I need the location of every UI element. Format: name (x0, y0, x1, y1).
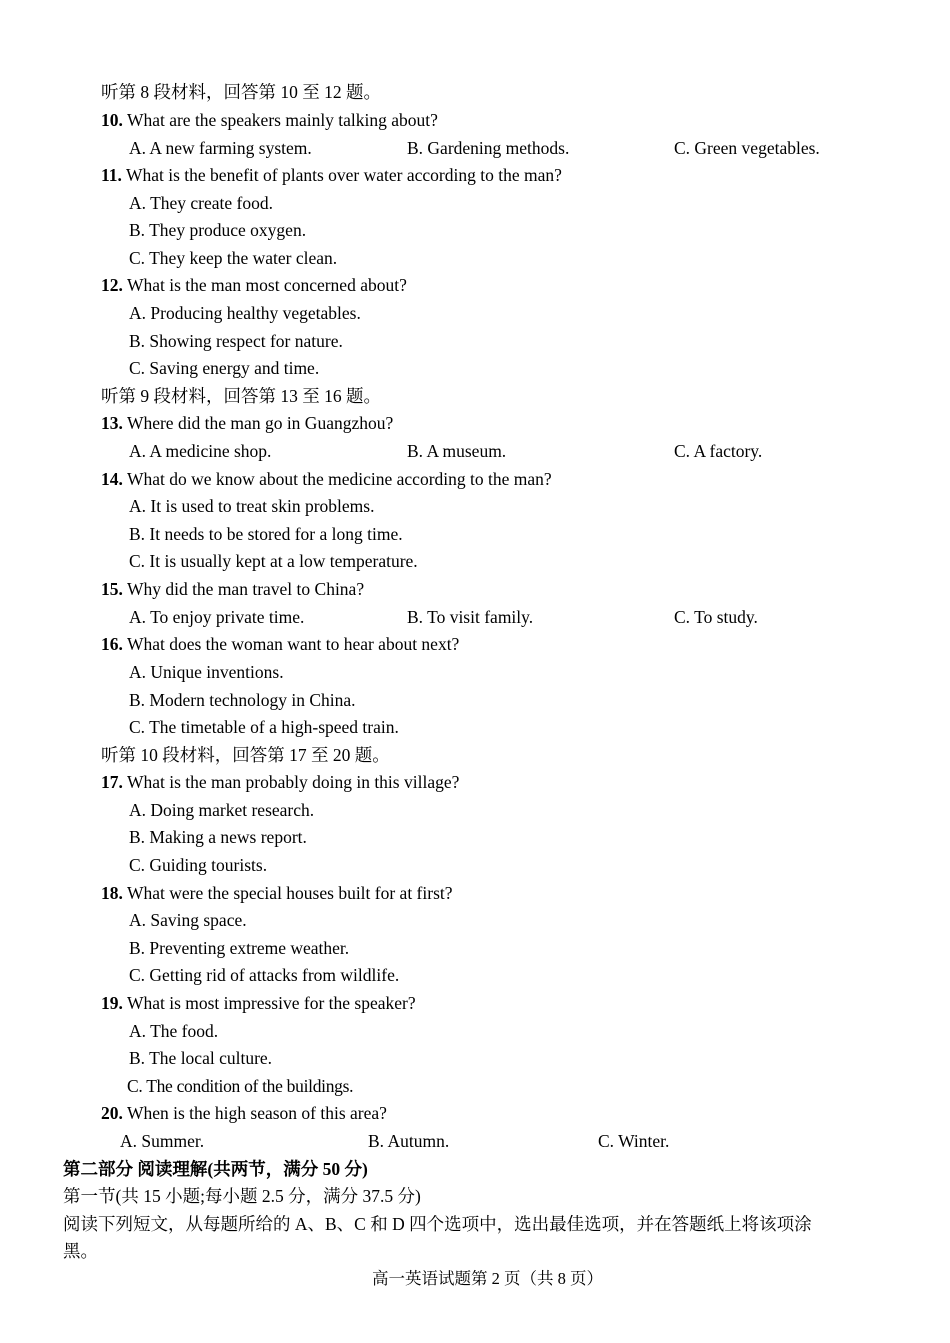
option-20c: C. Winter. (598, 1131, 670, 1151)
question-number: 12. (101, 275, 123, 295)
option-15a: A. To enjoy private time. (129, 607, 305, 627)
question-19 (101, 992, 416, 1014)
option-19c: C. The condition of the buildings. (127, 1076, 354, 1096)
question-11 (101, 164, 562, 186)
option-17c: C. Guiding tourists. (129, 855, 268, 875)
option-20a: A. Summer. (120, 1131, 205, 1151)
option-14b: B. It needs to be stored for a long time. (129, 524, 403, 544)
option-20b: B. Autumn. (368, 1131, 450, 1151)
question-number: 20. (101, 1103, 123, 1123)
question-17 (101, 771, 459, 793)
question-text: What were the special houses built for at first? (126, 883, 453, 903)
question-text: Where did the man go in Guangzhou? (126, 413, 394, 433)
option-17a: A. Doing market research. (129, 800, 315, 820)
question-text: What is most impressive for the speaker? (126, 993, 416, 1013)
question-18 (101, 882, 453, 904)
option-16a: A. Unique inventions. (129, 662, 284, 682)
option-10b: B. Gardening methods. (407, 138, 570, 158)
section-heading-9: 听第 9 段材料，回答第 13 至 16 题。 (101, 386, 381, 406)
option-11c: C. They keep the water clean. (129, 248, 338, 268)
option-18a: A. Saving space. (129, 910, 247, 930)
question-number: 14. (101, 469, 123, 489)
question-13 (101, 412, 393, 434)
question-number: 10. (101, 110, 123, 130)
question-number: 15. (101, 579, 123, 599)
option-13b: B. A museum. (407, 441, 507, 461)
option-12c: C. Saving energy and time. (129, 358, 320, 378)
question-text: What are the speakers mainly talking about? (126, 110, 438, 130)
question-text: What is the man most concerned about? (126, 275, 407, 295)
question-text: What does the woman want to hear about next? (126, 634, 460, 654)
option-17b: B. Making a news report. (129, 827, 307, 847)
question-15 (101, 578, 364, 600)
part2-instruction-line2: 黑。 (63, 1241, 98, 1261)
question-20 (101, 1102, 387, 1124)
option-18c: C. Getting rid of attacks from wildlife. (129, 965, 400, 985)
question-text: What is the man probably doing in this village? (126, 772, 460, 792)
question-10 (101, 109, 438, 131)
question-text: Why did the man travel to China? (126, 579, 365, 599)
option-18b: B. Preventing extreme weather. (129, 938, 350, 958)
question-number: 13. (101, 413, 123, 433)
question-14 (101, 468, 552, 490)
option-11a: A. They create food. (129, 193, 273, 213)
option-11b: B. They produce oxygen. (129, 220, 307, 240)
option-15c: C. To study. (674, 607, 758, 627)
section-heading-8: 听第 8 段材料，回答第 10 至 12 题。 (101, 82, 381, 102)
option-12b: B. Showing respect for nature. (129, 331, 343, 351)
part2-instruction-line1: 阅读下列短文，从每题所给的 A、B、C 和 D 四个选项中，选出最佳选项，并在答题纸上将该项涂 (63, 1214, 812, 1234)
part2-title: 第二部分 阅读理解(共两节，满分 50 分) (63, 1159, 368, 1179)
question-number: 18. (101, 883, 123, 903)
option-16b: B. Modern technology in China. (129, 690, 356, 710)
question-number: 11. (101, 165, 122, 185)
question-12 (101, 274, 407, 296)
option-14c: C. It is usually kept at a low temperature. (129, 551, 418, 571)
question-text: What do we know about the medicine according to the man? (126, 469, 552, 489)
option-13a: A. A medicine shop. (129, 441, 272, 461)
option-10c: C. Green vegetables. (674, 138, 820, 158)
question-number: 19. (101, 993, 123, 1013)
option-12a: A. Producing healthy vegetables. (129, 303, 361, 323)
option-19b: B. The local culture. (129, 1048, 273, 1068)
option-15b: B. To visit family. (407, 607, 534, 627)
question-text: When is the high season of this area? (126, 1103, 387, 1123)
option-16c: C. The timetable of a high-speed train. (129, 717, 399, 737)
section-heading-10: 听第 10 段材料，回答第 17 至 20 题。 (101, 745, 390, 765)
option-14a: A. It is used to treat skin problems. (129, 496, 375, 516)
option-13c: C. A factory. (674, 441, 763, 461)
page-footer: 高一英语试题第 2 页（共 8 页） (372, 1269, 603, 1288)
option-10a: A. A new farming system. (129, 138, 312, 158)
question-16 (101, 633, 459, 655)
question-number: 17. (101, 772, 123, 792)
option-19a: A. The food. (129, 1021, 219, 1041)
question-text: What is the benefit of plants over water according to the man? (125, 165, 562, 185)
question-number: 16. (101, 634, 123, 654)
part2-section1: 第一节(共 15 小题;每小题 2.5 分，满分 37.5 分) (63, 1186, 421, 1206)
